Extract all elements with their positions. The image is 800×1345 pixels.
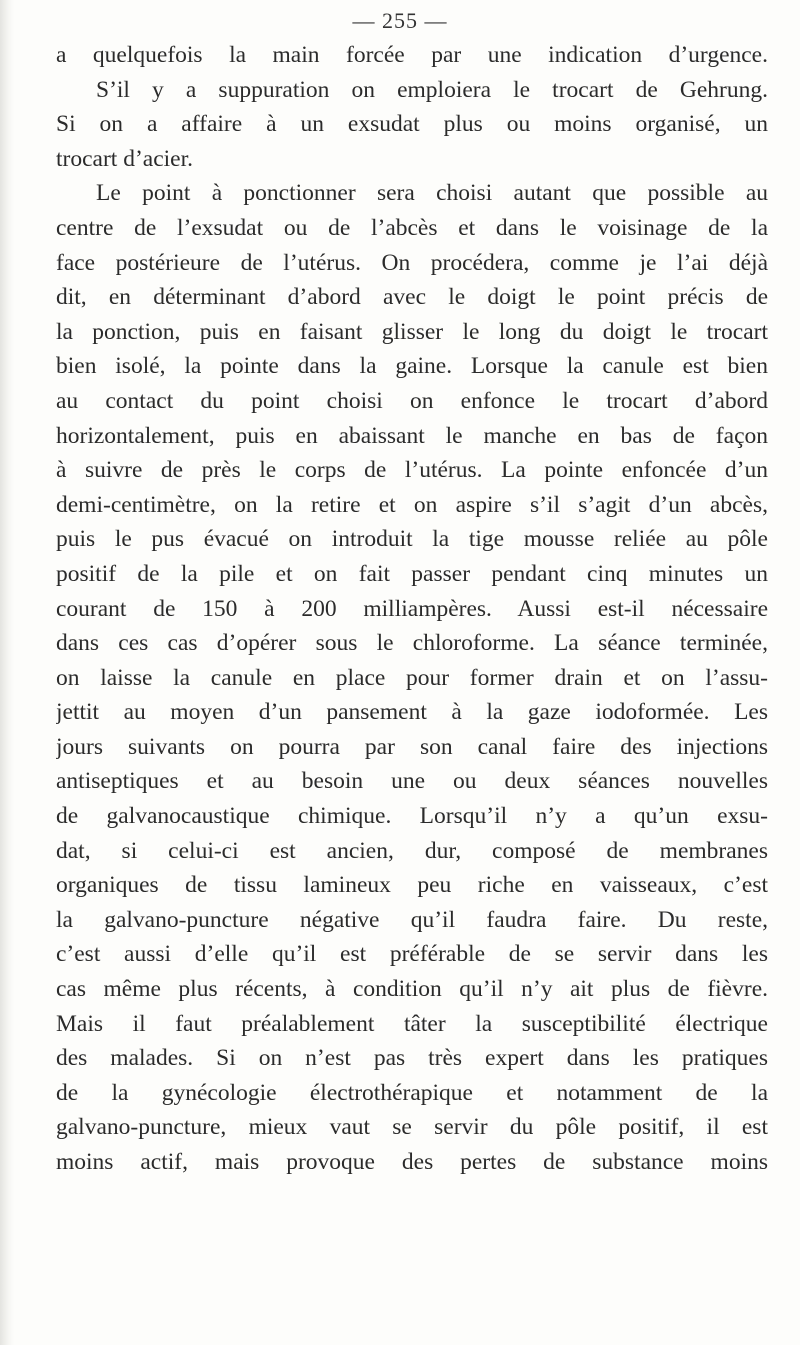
- text-line: de la gynécologie électrothérapique et notamment de la: [56, 1079, 768, 1106]
- body-text: [56, 38, 768, 1180]
- text-line: demi-centimètre, on la retire et on aspire s’il s’agit d’un abcès,: [56, 491, 768, 518]
- text-line: face postérieure de l’utérus. On procédera, comme je l’ai déjà: [56, 249, 768, 276]
- text-line: puis le pus évacué on introduit la tige mousse reliée au pôle: [56, 526, 768, 553]
- text-line: centre de l’exsudat ou de l’abcès et dans le voisinage de la: [56, 214, 768, 241]
- text-line: trocart d’acier.: [56, 145, 193, 172]
- text-line: des malades. Si on n’est pas très expert dans les pratiques: [56, 1045, 768, 1072]
- text-line: moins actif, mais provoque des pertes de substance moins: [56, 1149, 768, 1175]
- text-line: on laisse la canule en place pour former drain et on l’assu-: [56, 664, 768, 691]
- text-line: la ponction, puis en faisant glisser le long du doigt le trocart: [56, 318, 768, 345]
- text-line: S’il y a suppuration on emploiera le trocart de Gehrung.: [96, 76, 768, 103]
- text-line: Si on a affaire à un exsudat plus ou moins organisé, un: [56, 111, 768, 138]
- text-line: positif de la pile et on fait passer pendant cinq minutes un: [56, 560, 768, 587]
- text-line: antiseptiques et au besoin une ou deux séances nouvelles: [56, 768, 768, 795]
- text-line: dans ces cas d’opérer sous le chloroforme. La séance terminée,: [56, 630, 768, 657]
- text-line: de galvanocaustique chimique. Lorsqu’il n’y a qu’un exsu-: [56, 803, 768, 830]
- text-line: a quelquefois la main forcée par une indication d’urgence.: [56, 42, 768, 68]
- text-line: c’est aussi d’elle qu’il est préférable de se servir dans les: [56, 941, 768, 968]
- text-line: dat, si celui-ci est ancien, dur, composé de membranes: [56, 837, 768, 864]
- binding-gutter: [0, 0, 14, 1345]
- text-line: cas même plus récents, à condition qu’il n’y ait plus de fièvre.: [56, 976, 768, 1003]
- text-line: courant de 150 à 200 milliampères. Aussi est-il nécessaire: [56, 595, 768, 622]
- text-line: au contact du point choisi on enfonce le trocart d’abord: [56, 387, 768, 414]
- text-line: galvano-puncture, mieux vaut se servir du pôle positif, il est: [56, 1114, 768, 1141]
- text-line: horizontalement, puis en abaissant le manche en bas de façon: [56, 422, 768, 449]
- text-line: organiques de tissu lamineux peu riche en vaisseaux, c’est: [56, 872, 768, 899]
- text-line: jours suivants on pourra par son canal faire des injections: [56, 733, 768, 760]
- text-line: dit, en déterminant d’abord avec le doigt le point précis de: [56, 284, 768, 311]
- text-line: bien isolé, la pointe dans la gaine. Lorsque la canule est bien: [56, 353, 768, 380]
- text-line: Le point à ponctionner sera choisi autant que possible au: [96, 180, 768, 207]
- text-line: Mais il faut préalablement tâter la susceptibilité électrique: [56, 1010, 768, 1037]
- text-line: la galvano-puncture négative qu’il faudra faire. Du reste,: [56, 906, 768, 933]
- page-number: — 255 —: [352, 8, 448, 33]
- text-line: jettit au moyen d’un pansement à la gaze iodoformée. Les: [56, 699, 768, 726]
- text-line: à suivre de près le corps de l’utérus. La pointe enfoncée d’un: [56, 457, 768, 484]
